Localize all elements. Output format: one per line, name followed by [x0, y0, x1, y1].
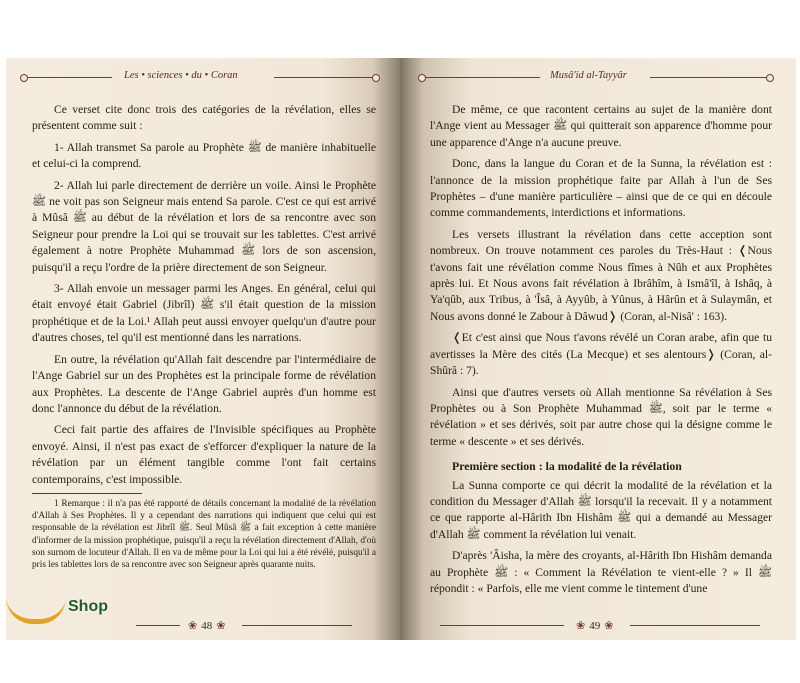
open-book: [6, 58, 796, 640]
logo-text: Shop: [68, 598, 108, 615]
paragraph: Les versets illustrant la révélation dans cette acception sont nombreux. On trouve notamment ces paroles du Très-Haut : ❬Nous t'avons fait une révélation comme Nous fîmes à Nûh et aux Prophètes après lui. Et Nous avons fait révélation à Ibrâhîm, à Ismâ'îl, à Ishâq, à Ya'qûb, aux Tribus, à 'Îsâ, à Ayyûb, à Yûnus, à Hârûn et à Sulaymân, et Nous avons donné le Zabour à Dâwud❭ (Coran, al-Nisâ' : 163).: [430, 227, 772, 323]
page-body: [430, 102, 772, 602]
footer-rule-left: [440, 625, 564, 626]
paragraph: Donc, dans la langue du Coran et de la Sunna, la révélation est : l'annonce de la mission prophétique faite par Allah à l'un de Ses Prophètes – d'une manière particulière – ainsi que de ce qui en découle comme commandements, interdictions et informations.: [430, 157, 772, 220]
folio-ornament-icon: ❀: [188, 620, 198, 632]
paragraph: De même, ce que racontent certains au sujet de la manière dont l'Ange vient au Messager ﷺ qui quitterait son apparence d'homme pour une apparence d'Ange n'a aucune preuve.: [430, 103, 772, 149]
running-head: Musâ'id al-Tayyâr: [550, 70, 627, 81]
paragraph: La Sunna comporte ce qui décrit la modalité de la révélation et la condition du Messager d'Allah ﷺ lorsqu'il la recevait. Il y a notamment ce que rapporte al-Hârith Ibn Hishâm ﷺ qui a demandé au Messager d'Allah ﷺ comment la révélation lui venait.: [430, 478, 772, 541]
paragraph: Ceci fait partie des affaires de l'Invisible spécifiques au Prophète envoyé. Ainsi, il n'est pas exact de s'efforcer d'expliquer la nature de la révélation par un élément tangible comme l'ont fait certains contemporains, c'est impossible.: [32, 423, 376, 486]
footer-rule-right: [630, 625, 760, 626]
running-head: Les • sciences • du • Coran: [124, 70, 238, 81]
folio-ornament-icon: ❀: [604, 620, 614, 632]
header-rule-left: [26, 77, 112, 78]
page-number: 49: [589, 619, 601, 632]
shop-logo: [4, 589, 124, 625]
footer-rule-right: [242, 625, 352, 626]
right-page: [400, 58, 796, 640]
section-title: Première section : la modalité de la révélation: [452, 459, 682, 474]
paragraph: 1- Allah transmet Sa parole au Prophète ﷺ de manière inhabituelle et celui-ci la comprend.: [32, 140, 377, 171]
page-number: 48: [201, 619, 213, 632]
header-ornament-icon: [418, 74, 426, 82]
page-number-container: [576, 619, 613, 632]
paragraph: 2- Allah lui parle directement de derrière un voile. Ainsi le Prophète ﷺ ne voit pas son Seigneur mais entend Sa parole. C'est ce qui est arrivé à Mûsâ ﷺ au début de la révélation et lors de sa rencontre avec son Seigneur pour prendre la Loi qui se trouvait sur les tablettes. C'est arrivé également à notre Prophète Muhammad ﷺ lors de son ascension, puisqu'il a reçu l'ordre de la prière directement de son Seigneur.: [32, 178, 376, 274]
footnote: 1 Remarque : il n'a pas été rapporté de détails concernant la modalité de la révélation d'Allah à Ses Prophètes. Il y a cependant des narrations qui indiquent que celui qui est responsable de la révélation est Jibrîl ﷺ. Seul Mûsâ ﷺ a fait exception à cette manière d'informer de la mission prophétique, puisqu'il a reçu la révélation directement d'Allah, d'où son surnom de locuteur d'Allah. Il en va de même pour la Loi qui lui a été révélé, puisqu'il a pris les tablettes lors de sa rencontre avec son Seigneur après quarante nuits.: [32, 498, 376, 570]
header-rule-right: [274, 77, 374, 78]
paragraph: En outre, la révélation qu'Allah fait descendre par l'intermédiaire de l'Ange Gabriel sur un des Prophètes est la principale forme de révélation aux Prophètes. La descente de l'Ange Gabriel auprès d'un homme est donc l'annonce du début de la révélation.: [32, 352, 376, 415]
footnote-divider: [32, 493, 142, 494]
paragraph: Ce verset cite donc trois des catégories de la révélation, elles se présentent comme suit :: [32, 103, 376, 133]
page-body: [32, 102, 376, 576]
paragraph: ❬Et c'est ainsi que Nous t'avons révélé un Coran arabe, afin que tu avertisses la Mère des cités (La Mecque) et ses alentours❭ (Coran, al-Shûrâ : 7).: [430, 331, 772, 378]
logo-swoosh-icon: [6, 597, 66, 624]
header-rule-left: [424, 77, 540, 78]
header-ornament-icon: [20, 74, 28, 82]
footer-rule-left: [136, 625, 180, 626]
paragraph: 3- Allah envoie un messager parmi les Anges. En général, celui qui était envoyé était Gabriel (Jibrîl) ﷺ s'il était question de la mission prophétique et de la Loi.¹ Allah peut aussi envoyer quelqu'un d'autre pour d'autres choses, tel qu'il est mentionné dans les narrations.: [32, 282, 376, 345]
left-page: [6, 58, 400, 640]
header-ornament-icon: [372, 74, 380, 82]
folio-ornament-icon: ❀: [216, 620, 226, 632]
paragraph: Ainsi que d'autres versets où Allah mentionne Sa révélation à Ses Prophètes ou à Son Prophète Muhammad ﷺ, soit par le terme « révélation » et ses dérivés, soit par autre chose qui la désigne comme le terme « descente » et ses dérivés.: [430, 385, 772, 448]
folio-ornament-icon: ❀: [576, 620, 586, 632]
header-ornament-icon: [766, 74, 774, 82]
header-rule-right: [650, 77, 768, 78]
page-number-container: [188, 619, 225, 632]
paragraph: D'après 'Âisha, la mère des croyants, al-Hârith Ibn Hishâm demanda au Prophète ﷺ : « Comment la Révélation te vient-elle ? » Il ﷺ répondit : « Parfois, elle me vient comme le tintement d'une: [430, 549, 772, 595]
